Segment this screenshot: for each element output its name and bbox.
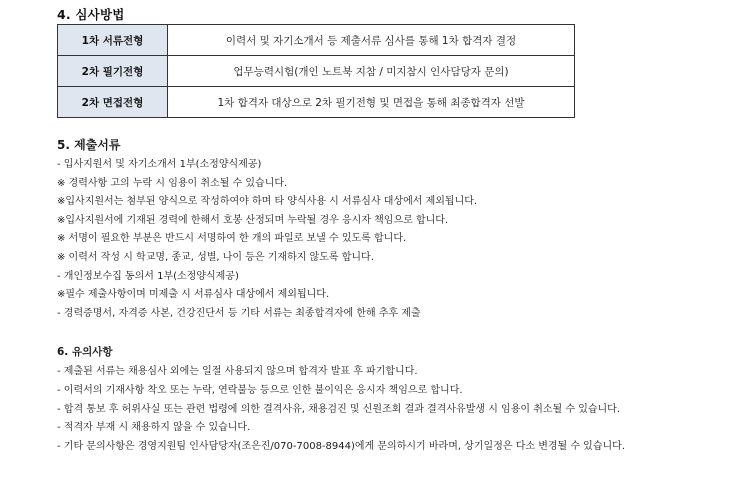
list-item: - 개인정보수집 동의서 1부(소정양식제공) (57, 270, 239, 282)
section-5-title: 5. 제출서류 (57, 138, 121, 152)
list-item: - 적격자 부재 시 채용하지 않을 수 있습니다. (57, 422, 251, 434)
review-method-table (57, 24, 575, 118)
section-6-title: 6. 유의사항 (57, 346, 113, 358)
table-row (58, 56, 575, 87)
row-value: 업무능력시험(개인 노트북 지참 / 미지참시 인사담당자 문의) (168, 56, 575, 87)
row-label: 2차 필기전형 (58, 56, 168, 87)
list-item: - 이력서의 기재사항 착오 또는 누락, 연락불능 등으로 인한 불이익은 응시자 책임으로 합니다. (57, 384, 463, 396)
row-label: 1차 서류전형 (58, 25, 168, 56)
list-item: ※ 경력사항 고의 누락 시 임용이 취소될 수 있습니다. (57, 177, 288, 189)
list-item: - 경력증명서, 자격증 사본, 건강진단서 등 기타 서류는 최종합격자에 한해 추후 제출 (57, 307, 421, 319)
list-item: - 입사지원서 및 자기소개서 1부(소정양식제공) (57, 159, 262, 170)
list-item: - 제출된 서류는 채용심사 외에는 일절 사용되지 않으며 합격자 발표 후 파기합니다. (57, 366, 418, 377)
table-row (58, 87, 575, 118)
list-item: ※ 서명이 필요한 부분은 반드시 서명하여 한 개의 파일로 보낼 수 있도록 합니다. (57, 233, 407, 245)
list-item: ※필수 제출사항이며 미제출 시 서류심사 대상에서 제외됩니다. (57, 289, 330, 301)
list-item: ※입사지원서에 기재된 경력에 한해서 호봉 산정되며 누락될 경우 응시자 책임으로 합니다. (57, 214, 449, 226)
section-4-title: 4. 심사방법 (57, 7, 125, 22)
row-label: 2차 면접전형 (58, 87, 168, 118)
section-5-documents (57, 136, 477, 323)
list-item: ※입사지원서는 첨부된 양식으로 작성하여야 하며 타 양식사용 시 서류심사 대상에서 제외됩니다. (57, 196, 478, 208)
list-item: - 기타 문의사항은 경영지원팀 인사담당자(조은진/070-7008-8944)에게 문의하시기 바라며, 상기일정은 다소 변경될 수 있습니다. (57, 441, 626, 453)
row-value: 1차 합격자 대상으로 2차 필기전형 및 면접을 통해 최종합격자 선발 (168, 87, 575, 118)
list-item: - 합격 통보 후 허위사실 또는 관련 법령에 의한 결격사유, 채용검진 및 신원조회 결과 결격사유발생 시 임용이 취소될 수 있습니다. (57, 403, 621, 415)
section-6-notes (57, 344, 625, 457)
table-row (58, 25, 575, 56)
list-item: ※ 이력서 작성 시 학교명, 종교, 성별, 나이 등은 기재하지 않도록 합니다. (57, 251, 374, 263)
row-value: 이력서 및 자기소개서 등 제출서류 심사를 통해 1차 합격자 결정 (168, 25, 575, 56)
